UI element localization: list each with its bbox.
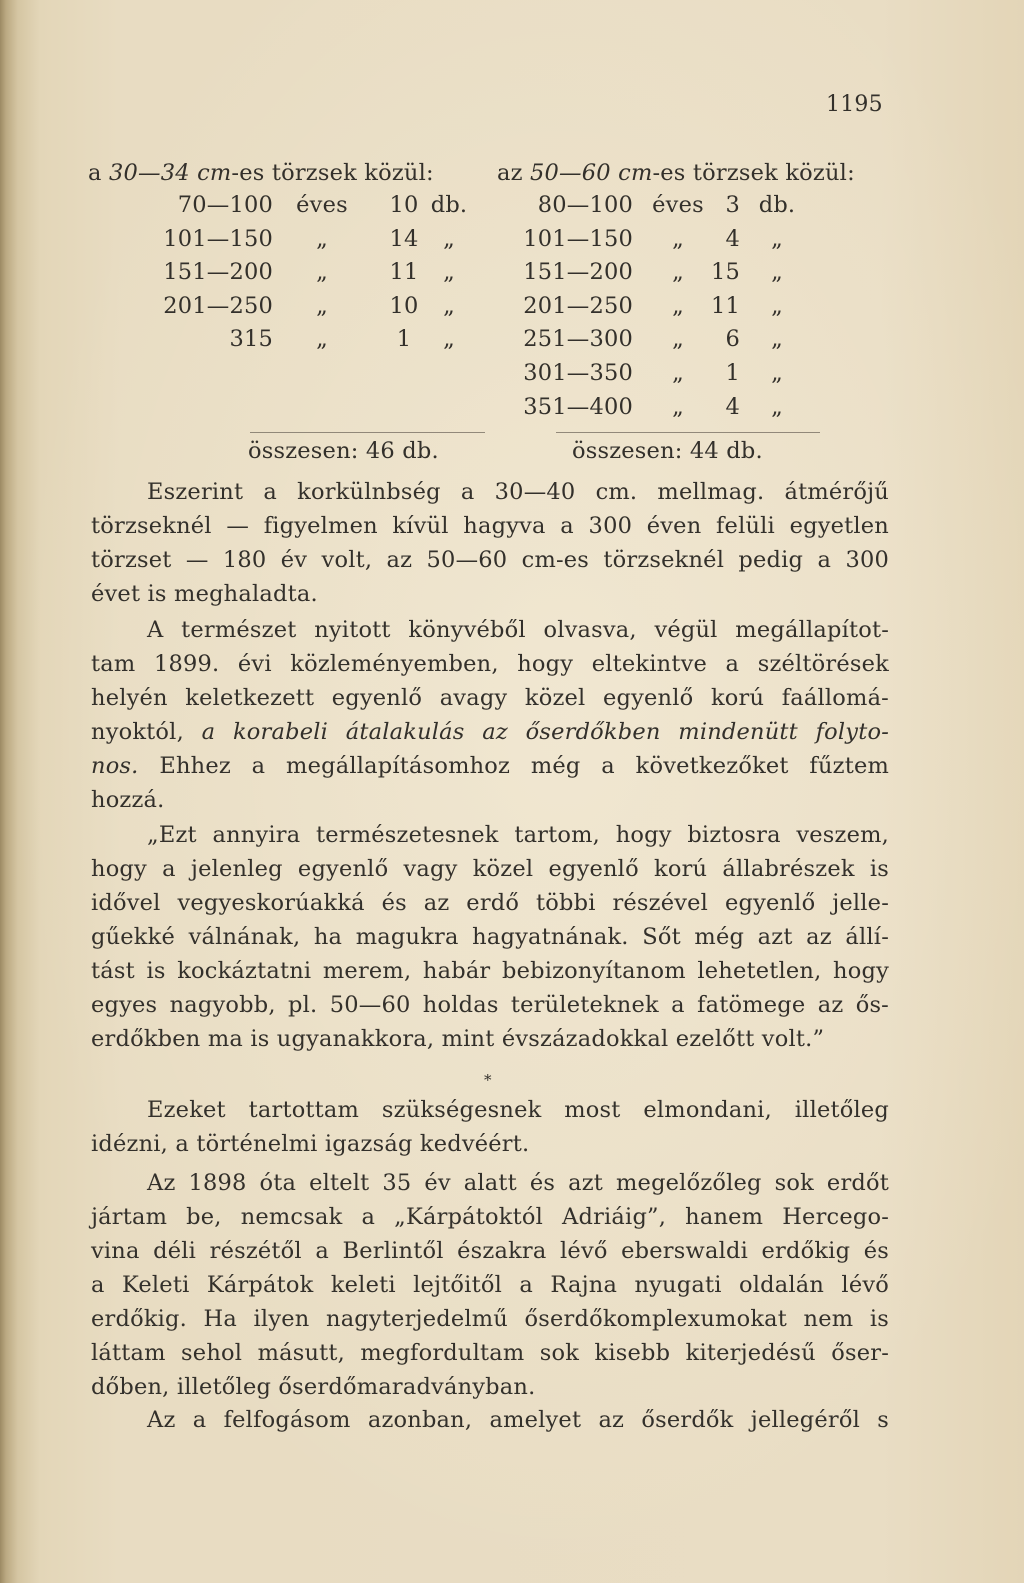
table-row (0, 226, 1024, 252)
cell-range: 151—200 (163, 259, 273, 286)
paragraph (91, 1403, 889, 1437)
cell-unit: „ (316, 292, 328, 319)
cell-range: 201—250 (163, 292, 273, 319)
table-right-rows (0, 192, 1024, 432)
cell-range: 315 (229, 326, 273, 353)
text-line: Az a felfogásom azonban, amelyet az őserdők jellegéről s (147, 1407, 889, 1433)
cell-count: 1 (396, 326, 412, 353)
cell-count: 4 (725, 225, 740, 252)
text-line: évet is meghaladta. (91, 581, 318, 607)
text-line: erdőkben ma is ugyanakkora, mint évszázadokkal ezelőtt volt.” (91, 1026, 825, 1052)
section-separator-asterisk: * (484, 1071, 492, 1089)
cell-unit: „ (672, 360, 684, 386)
cell-unit: éves (652, 192, 704, 218)
table-row (0, 293, 1024, 319)
paragraph (91, 818, 889, 1056)
text-line: A természet nyitott könyvéből olvasva, végül megállapítot- (147, 617, 889, 643)
cell-unit: éves (296, 192, 348, 218)
table-right-total: összesen: 44 db. (572, 438, 763, 464)
cell-db: „ (443, 259, 455, 286)
cell-db: „ (771, 326, 783, 353)
total-divider (556, 432, 820, 433)
paragraph (91, 1093, 889, 1161)
header-prefix: a (88, 160, 109, 186)
text-line: gűekké válnának, ha magukra hagyatnának. Sőt még azt az állí- (91, 924, 889, 950)
page-number: 1195 (826, 92, 883, 117)
text-line: idézni, a történelmi igazság kedvéért. (91, 1131, 530, 1157)
text-line: dőben, illetőleg őserdőmaradványban. (91, 1374, 536, 1400)
paragraph (91, 613, 889, 817)
diameter-range-italic: 50—60 cm (530, 160, 653, 186)
cell-db: db. (758, 192, 796, 218)
text-line: hogy a jelenleg egyenlő vagy közel egyenlő korú állabrészek is (91, 856, 889, 882)
cell-range: 80—100 (537, 192, 633, 218)
text-line: Az 1898 óta eltelt 35 év alatt és azt megelőzőleg sok erdőt (147, 1170, 889, 1196)
text-line: törzseknél — figyelmen kívül hagyva a 300 éven felüli egyetlen (91, 513, 889, 539)
cell-range: 301—350 (523, 360, 633, 386)
table-row (0, 259, 1024, 285)
text-line: Eszerint a korkülnbség a 30—40 cm. mellmag. átmérőjű (147, 479, 889, 505)
text-line: jártam be, nemcsak a „Kárpátoktól Adriáig”, hanem Hercego- (91, 1204, 889, 1230)
cell-range: 251—300 (523, 326, 633, 353)
text-line: törzset — 180 év volt, az 50—60 cm-es törzseknél pedig a 300 (91, 547, 889, 573)
table-left-total: összesen: 46 db. (248, 438, 439, 464)
text-line: „Ezt annyira természetesnek tartom, hogy biztosra veszem, (147, 822, 889, 848)
cell-range: 351—400 (523, 393, 633, 420)
total-divider (250, 432, 485, 433)
table-row (0, 326, 1024, 352)
cell-count: 15 (710, 259, 740, 286)
cell-db: „ (771, 259, 783, 286)
cell-range: 101—150 (163, 225, 273, 252)
cell-db: „ (771, 360, 783, 386)
cell-count: 10 (389, 292, 419, 319)
cell-range: 201—250 (523, 292, 633, 319)
italic-text: a korabeli átalakulás az őserdőkben mindenütt folyto- (201, 719, 889, 745)
cell-unit: „ (316, 326, 328, 353)
text-line: erdőkig. Ha ilyen nagyterjedelmű őserdőkomplexumokat nem is (91, 1306, 889, 1332)
cell-db: „ (771, 292, 783, 319)
cell-unit: „ (672, 259, 684, 286)
text-line: láttam sehol másutt, megfordultam sok kisebb kiterjedésű őser- (91, 1340, 889, 1366)
table-right-header (497, 160, 855, 186)
cell-count: 1 (725, 360, 740, 386)
text-line: idővel vegyeskorúakká és az erdő többi részével egyenlő jelle- (91, 890, 889, 916)
text-line: Ezeket tartottam szükségesnek most elmondani, illetőleg (147, 1097, 889, 1123)
cell-unit: „ (672, 292, 684, 319)
cell-db: „ (443, 225, 455, 252)
cell-unit: „ (672, 326, 684, 353)
cell-range: 70—100 (177, 192, 273, 218)
cell-count: 10 (389, 192, 419, 218)
text-line: tást is kockáztatni merem, habár bebizonyítanom lehetetlen, hogy (91, 958, 889, 984)
table-row (0, 394, 1024, 420)
text-line (91, 715, 889, 749)
text-line: egyes nagyobb, pl. 50—60 holdas területeknek a fatömege az ős- (91, 992, 889, 1018)
header-suffix: -es törzsek közül: (652, 160, 855, 186)
text-run: nyoktól, (91, 719, 202, 745)
cell-db: db. (430, 192, 468, 218)
cell-db: „ (443, 292, 455, 319)
text-line (91, 749, 889, 783)
cell-unit: „ (672, 225, 684, 252)
cell-unit: „ (316, 259, 328, 286)
cell-range: 151—200 (523, 259, 633, 286)
cell-count: 6 (725, 326, 740, 353)
cell-db: „ (771, 393, 783, 420)
header-suffix: -es törzsek közül: (231, 160, 434, 186)
cell-db: „ (771, 225, 783, 252)
italic-text: nos. (91, 753, 139, 779)
text-line: hozzá. (91, 787, 165, 813)
text-line: helyén keletkezett egyenlő avagy közel egyenlő korú faállomá- (91, 685, 889, 711)
cell-count: 3 (725, 192, 740, 218)
cell-count: 11 (389, 259, 419, 286)
cell-unit: „ (672, 393, 684, 420)
cell-count: 11 (710, 292, 740, 319)
table-row (0, 192, 1024, 218)
diameter-range-italic: 30—34 cm (108, 160, 232, 186)
cell-db: „ (443, 326, 455, 353)
text-line: a Keleti Kárpátok keleti lejtőitől a Rajna nyugati oldalán lévő (91, 1272, 889, 1298)
text-line: tam 1899. évi közleményemben, hogy eltekintve a széltörések (91, 651, 889, 677)
table-row (0, 360, 1024, 386)
text-run: Ehhez a megállapításomhoz még a következőket fűztem (138, 753, 889, 779)
paragraph (91, 1166, 889, 1404)
header-prefix: az (497, 160, 531, 186)
cell-range: 101—150 (523, 225, 633, 252)
cell-count: 4 (725, 393, 740, 420)
text-line: vina déli részétől a Berlintől északra lévő eberswaldi erdőkig és (91, 1238, 889, 1264)
cell-count: 14 (389, 225, 419, 252)
cell-unit: „ (316, 225, 328, 252)
table-left-header (88, 160, 434, 186)
paragraph (91, 475, 889, 611)
